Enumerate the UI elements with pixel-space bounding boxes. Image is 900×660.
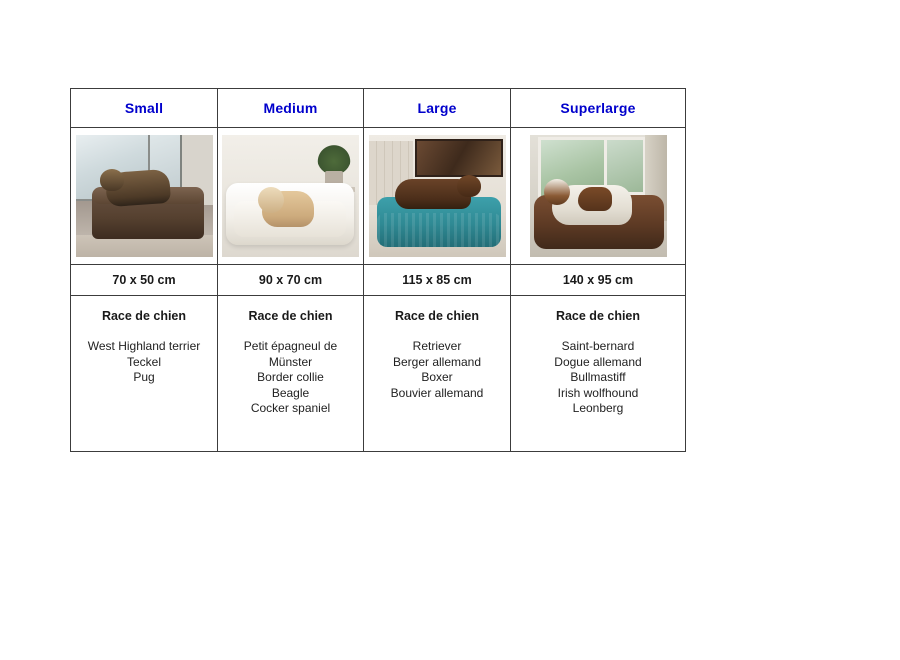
breed-item: West Highland terrier (87, 339, 201, 353)
header-cell-medium (218, 89, 364, 128)
dimensions-small: 70 x 50 cm (112, 273, 176, 287)
breed-item: Pug (133, 370, 155, 384)
size-label-large: Large (417, 100, 457, 116)
puppy-on-white-bed-photo (222, 135, 359, 257)
dimensions-cell-large (364, 265, 511, 296)
breed-item: Bouvier allemand (390, 385, 484, 400)
breed-list-small (77, 339, 211, 386)
breed-item: Bullmastiff (570, 370, 626, 384)
breed-heading-medium: Race de chien (248, 309, 333, 323)
dog-bed-size-table (70, 88, 686, 452)
breeds-cell-superlarge (511, 296, 686, 452)
table-dimensions-row (71, 265, 686, 296)
size-label-small: Small (124, 100, 164, 116)
saint-bernard-on-brown-bed-photo (530, 135, 667, 257)
breeds-cell-medium (218, 296, 364, 452)
breed-heading-large: Race de chien (394, 309, 480, 323)
breed-list-medium (224, 339, 357, 417)
breed-list-superlarge (517, 339, 679, 417)
header-cell-superlarge (511, 89, 686, 128)
breed-item: Saint-bernard (561, 339, 635, 353)
dimensions-superlarge: 140 x 95 cm (562, 273, 634, 287)
breed-list-large (370, 339, 504, 401)
breed-item: Boxer (421, 370, 453, 384)
breed-item: Retriever (412, 339, 462, 353)
breed-item: Petit épagneul de (243, 339, 338, 353)
breed-item: Irish wolfhound (557, 385, 639, 400)
dimensions-cell-small (71, 265, 218, 296)
breed-item: Cocker spaniel (250, 401, 331, 415)
dimensions-cell-superlarge (511, 265, 686, 296)
header-cell-large (364, 89, 511, 128)
breeds-cell-large (364, 296, 511, 452)
breed-item: Border collie (257, 370, 324, 384)
table-photo-row (71, 128, 686, 265)
table-breeds-row (71, 296, 686, 452)
breed-heading-superlarge: Race de chien (555, 309, 641, 323)
breed-item: Münster (268, 354, 313, 369)
size-label-superlarge: Superlarge (560, 100, 636, 116)
photo-cell-superlarge (511, 128, 686, 265)
table-header-row (71, 89, 686, 128)
breed-item: Leonberg (572, 401, 624, 415)
photo-cell-large (364, 128, 511, 265)
dimensions-large: 115 x 85 cm (402, 273, 472, 287)
breeds-cell-small (71, 296, 218, 452)
size-label-medium: Medium (263, 100, 318, 116)
dimensions-cell-medium (218, 265, 364, 296)
breed-item: Berger allemand (392, 354, 482, 369)
labrador-on-teal-bed-photo (369, 135, 506, 257)
breed-item: Beagle (271, 385, 310, 400)
dimensions-medium: 90 x 70 cm (258, 273, 323, 287)
photo-cell-medium (218, 128, 364, 265)
breed-item: Dogue allemand (554, 354, 642, 369)
breed-heading-small: Race de chien (101, 309, 187, 323)
header-cell-small (71, 89, 218, 128)
breed-item: Teckel (126, 354, 161, 369)
photo-cell-small (71, 128, 218, 265)
dog-on-brown-bed-photo (76, 135, 213, 257)
